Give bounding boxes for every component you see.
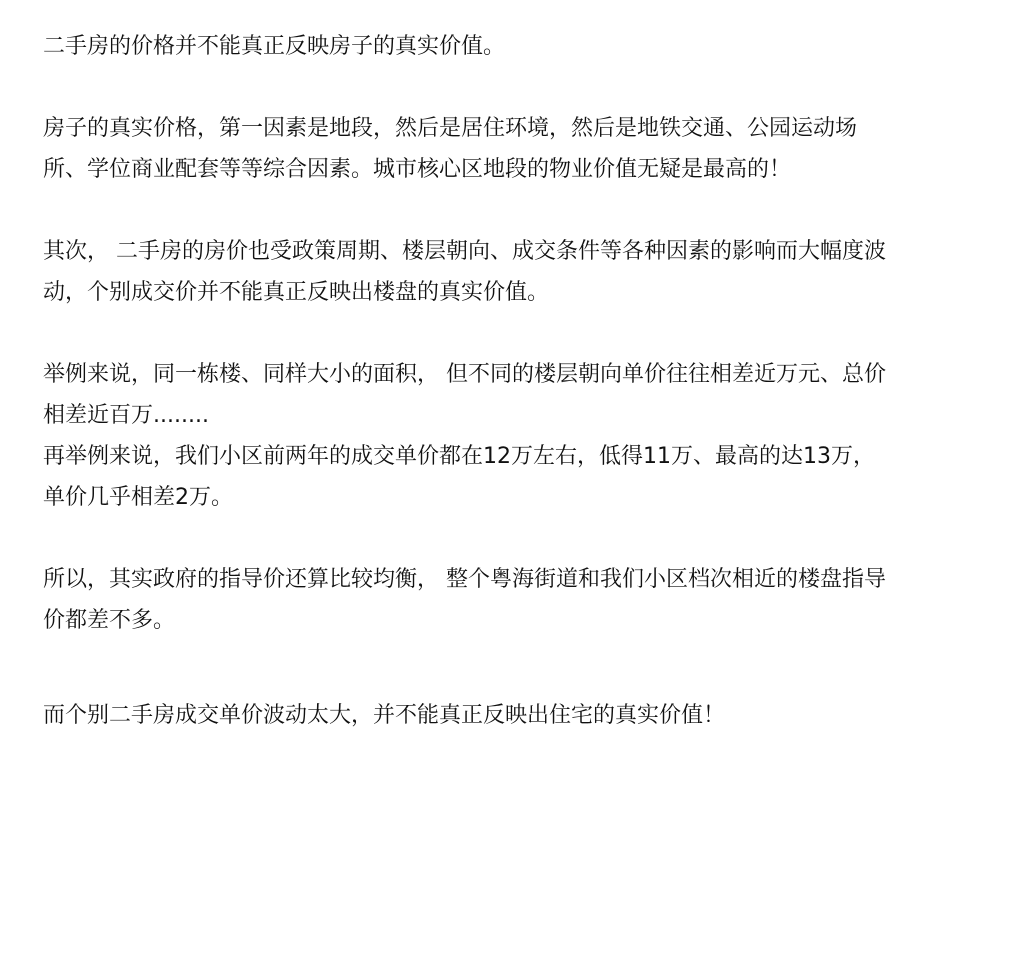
paragraph-2-line-2: 所、学位商业配套等等综合因素。城市核心区地段的物业价值无疑是最高的！ bbox=[43, 157, 792, 182]
paragraph-3-line-1: 其次， 二手房的房价也受政策周期、楼层朝向、成交条件等各种因素的影响而大幅度波 bbox=[43, 239, 886, 264]
paragraph-4-line-3: 再举例来说，我们小区前两年的成交单价都在12万左右，低得11万、最高的达13万， bbox=[43, 444, 875, 469]
paragraph-3-line-2: 动，个别成交价并不能真正反映出楼盘的真实价值。 bbox=[43, 280, 550, 305]
paragraph-2-line-1: 房子的真实价格，第一因素是地段，然后是居住环境，然后是地铁交通、公园运动场 bbox=[43, 116, 858, 141]
paragraph-5-line-2: 价都差不多。 bbox=[43, 608, 176, 633]
paragraph-4-line-4: 单价几乎相差2万。 bbox=[43, 485, 233, 510]
paragraph-6-line-1: 而个别二手房成交单价波动太大，并不能真正反映出住宅的真实价值！ bbox=[43, 703, 726, 728]
paragraph-5-line-1: 所以，其实政府的指导价还算比较均衡， 整个粤海街道和我们小区档次相近的楼盘指导 bbox=[43, 567, 886, 592]
paragraph-4-line-1: 举例来说，同一栋楼、同样大小的面积， 但不同的楼层朝向单价往往相差近万元、总价 bbox=[43, 362, 886, 387]
paragraph-1-line-1: 二手房的价格并不能真正反映房子的真实价值。 bbox=[43, 34, 506, 59]
paragraph-4-line-2: 相差近百万........ bbox=[43, 403, 209, 428]
